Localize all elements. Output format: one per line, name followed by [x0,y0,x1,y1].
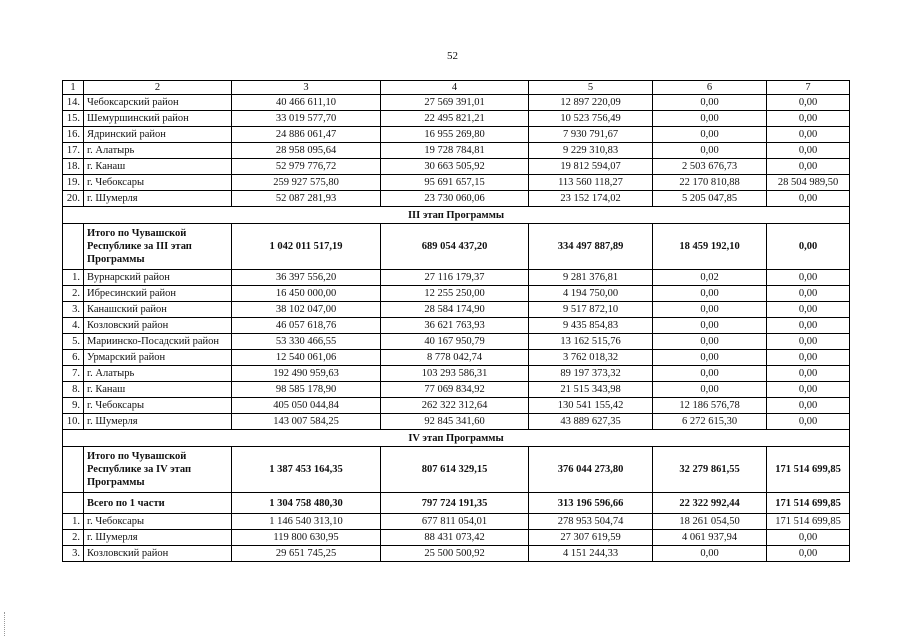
row-number: 2. [63,286,84,302]
total-amount: 22 322 992,44 [653,493,767,514]
row-number: 15. [63,111,84,127]
amount-cell: 1 146 540 313,10 [232,514,381,530]
amount-cell: 40 466 611,10 [232,95,381,111]
amount-cell: 6 272 615,30 [653,414,767,430]
amount-cell: 89 197 373,32 [529,366,653,382]
amount-cell: 0,00 [653,382,767,398]
amount-cell: 0,00 [767,191,850,207]
amount-cell: 18 261 054,50 [653,514,767,530]
amount-cell: 0,00 [767,318,850,334]
amount-cell: 0,00 [653,111,767,127]
municipality-name: г. Канаш [84,382,232,398]
table-row [63,334,850,350]
row-number: 20. [63,191,84,207]
column-header: 7 [767,81,850,95]
part-total-label: Всего по 1 части [84,493,232,514]
table-row [63,175,850,191]
amount-cell: 52 979 776,72 [232,159,381,175]
amount-cell: 27 307 619,59 [529,530,653,546]
amount-cell: 52 087 281,93 [232,191,381,207]
amount-cell: 278 953 504,74 [529,514,653,530]
column-header: 6 [653,81,767,95]
amount-cell: 0,00 [653,350,767,366]
stage-total-row [63,224,850,270]
amount-cell: 0,00 [767,127,850,143]
table-row [63,286,850,302]
column-header: 2 [84,81,232,95]
total-amount: 313 196 596,66 [529,493,653,514]
amount-cell: 9 229 310,83 [529,143,653,159]
amount-cell: 23 152 174,02 [529,191,653,207]
amount-cell: 28 584 174,90 [381,302,529,318]
amount-cell: 4 194 750,00 [529,286,653,302]
amount-cell: 28 958 095,64 [232,143,381,159]
amount-cell: 0,00 [767,159,850,175]
municipality-name: Канашский район [84,302,232,318]
table-row [63,191,850,207]
row-number: 6. [63,350,84,366]
column-header: 1 [63,81,84,95]
municipality-name: Чебоксарский район [84,95,232,111]
amount-cell: 2 503 676,73 [653,159,767,175]
row-number: 17. [63,143,84,159]
amount-cell: 46 057 618,76 [232,318,381,334]
amount-cell: 13 162 515,76 [529,334,653,350]
amount-cell: 0,00 [767,366,850,382]
row-number: 18. [63,159,84,175]
amount-cell: 0,00 [767,382,850,398]
municipality-name: Шемуршинский район [84,111,232,127]
amount-cell: 0,00 [767,546,850,562]
amount-cell: 7 930 791,67 [529,127,653,143]
amount-cell: 22 495 821,21 [381,111,529,127]
row-number: 14. [63,95,84,111]
amount-cell: 0,00 [653,334,767,350]
amount-cell: 0,00 [767,302,850,318]
table-row [63,414,850,430]
column-header: 4 [381,81,529,95]
amount-cell: 12 897 220,09 [529,95,653,111]
amount-cell: 38 102 047,00 [232,302,381,318]
total-amount: 171 514 699,85 [767,447,850,493]
amount-cell: 9 517 872,10 [529,302,653,318]
amount-cell: 4 061 937,94 [653,530,767,546]
municipality-name: г. Алатырь [84,143,232,159]
stage-heading-row [63,207,850,224]
stage-heading-row [63,430,850,447]
municipality-name: г. Шумерля [84,530,232,546]
table-row [63,127,850,143]
amount-cell: 40 167 950,79 [381,334,529,350]
amount-cell: 0,00 [767,350,850,366]
municipality-name: г. Алатырь [84,366,232,382]
total-amount: 171 514 699,85 [767,493,850,514]
amount-cell: 27 116 179,37 [381,270,529,286]
amount-cell: 0,00 [653,286,767,302]
amount-cell: 36 621 763,93 [381,318,529,334]
table-row [63,95,850,111]
stage-total-label: Итого по Чувашской Республике за IV этап Программы [84,447,232,493]
amount-cell: 0,00 [653,318,767,334]
stage-total-row [63,447,850,493]
column-header: 5 [529,81,653,95]
stage-total-label: Итого по Чувашской Республике за III этап Программы [84,224,232,270]
row-number: 9. [63,398,84,414]
amount-cell: 0,00 [767,414,850,430]
amount-cell: 8 778 042,74 [381,350,529,366]
amount-cell: 9 435 854,83 [529,318,653,334]
column-number-row [63,81,850,95]
amount-cell: 5 205 047,85 [653,191,767,207]
total-amount: 1 304 758 480,30 [232,493,381,514]
amount-cell: 16 955 269,80 [381,127,529,143]
amount-cell: 0,00 [767,398,850,414]
amount-cell: 98 585 178,90 [232,382,381,398]
amount-cell: 0,00 [653,143,767,159]
amount-cell: 405 050 044,84 [232,398,381,414]
amount-cell: 103 293 586,31 [381,366,529,382]
amount-cell: 23 730 060,06 [381,191,529,207]
amount-cell: 43 889 627,35 [529,414,653,430]
table-row [63,350,850,366]
financing-table [62,80,850,562]
total-amount: 797 724 191,35 [381,493,529,514]
table-row [63,530,850,546]
amount-cell: 95 691 657,15 [381,175,529,191]
row-number: 2. [63,530,84,546]
row-number: 10. [63,414,84,430]
amount-cell: 25 500 500,92 [381,546,529,562]
amount-cell: 88 431 073,42 [381,530,529,546]
row-number: 4. [63,318,84,334]
amount-cell: 119 800 630,95 [232,530,381,546]
amount-cell: 19 728 784,81 [381,143,529,159]
table-row [63,398,850,414]
table-row [63,546,850,562]
total-amount: 18 459 192,10 [653,224,767,270]
amount-cell: 0,00 [767,111,850,127]
amount-cell: 0,00 [767,143,850,159]
amount-cell: 0,02 [653,270,767,286]
amount-cell: 36 397 556,20 [232,270,381,286]
amount-cell: 77 069 834,92 [381,382,529,398]
table-row [63,159,850,175]
total-amount: 1 387 453 164,35 [232,447,381,493]
row-number-empty [63,493,84,514]
municipality-name: Ядринский район [84,127,232,143]
amount-cell: 130 541 155,42 [529,398,653,414]
amount-cell: 22 170 810,88 [653,175,767,191]
amount-cell: 259 927 575,80 [232,175,381,191]
amount-cell: 16 450 000,00 [232,286,381,302]
table-row [63,111,850,127]
amount-cell: 143 007 584,25 [232,414,381,430]
total-amount: 32 279 861,55 [653,447,767,493]
row-number-empty [63,224,84,270]
amount-cell: 0,00 [767,286,850,302]
municipality-name: г. Шумерля [84,191,232,207]
amount-cell: 677 811 054,01 [381,514,529,530]
scan-margin-mark [4,612,11,636]
amount-cell: 171 514 699,85 [767,514,850,530]
total-amount: 0,00 [767,224,850,270]
municipality-name: г. Шумерля [84,414,232,430]
row-number: 7. [63,366,84,382]
table-row [63,366,850,382]
table-row [63,514,850,530]
municipality-name: Мариинско-Посадский район [84,334,232,350]
amount-cell: 0,00 [653,366,767,382]
row-number-empty [63,447,84,493]
municipality-name: Ибресинский район [84,286,232,302]
municipality-name: Урмарский район [84,350,232,366]
amount-cell: 21 515 343,98 [529,382,653,398]
table-row [63,143,850,159]
amount-cell: 0,00 [767,270,850,286]
column-header: 3 [232,81,381,95]
amount-cell: 0,00 [767,95,850,111]
amount-cell: 262 322 312,64 [381,398,529,414]
municipality-name: г. Чебоксары [84,398,232,414]
row-number: 5. [63,334,84,350]
total-amount: 376 044 273,80 [529,447,653,493]
row-number: 8. [63,382,84,398]
municipality-name: г. Канаш [84,159,232,175]
amount-cell: 3 762 018,32 [529,350,653,366]
amount-cell: 19 812 594,07 [529,159,653,175]
row-number: 1. [63,514,84,530]
amount-cell: 0,00 [767,334,850,350]
municipality-name: Козловский район [84,318,232,334]
municipality-name: г. Чебоксары [84,514,232,530]
amount-cell: 0,00 [653,127,767,143]
table-row [63,318,850,334]
stage-heading: III этап Программы [63,207,850,224]
amount-cell: 27 569 391,01 [381,95,529,111]
municipality-name: Вурнарский район [84,270,232,286]
amount-cell: 0,00 [653,302,767,318]
row-number: 3. [63,302,84,318]
row-number: 3. [63,546,84,562]
amount-cell: 10 523 756,49 [529,111,653,127]
table-row [63,302,850,318]
amount-cell: 30 663 505,92 [381,159,529,175]
amount-cell: 53 330 466,55 [232,334,381,350]
amount-cell: 0,00 [653,95,767,111]
amount-cell: 0,00 [653,546,767,562]
amount-cell: 4 151 244,33 [529,546,653,562]
part-total-row [63,493,850,514]
table-row [63,382,850,398]
amount-cell: 12 255 250,00 [381,286,529,302]
municipality-name: г. Чебоксары [84,175,232,191]
stage-heading: IV этап Программы [63,430,850,447]
amount-cell: 0,00 [767,530,850,546]
amount-cell: 113 560 118,27 [529,175,653,191]
amount-cell: 29 651 745,25 [232,546,381,562]
table-row [63,270,850,286]
amount-cell: 192 490 959,63 [232,366,381,382]
row-number: 19. [63,175,84,191]
amount-cell: 28 504 989,50 [767,175,850,191]
amount-cell: 92 845 341,60 [381,414,529,430]
page-number: 52 [447,50,458,62]
row-number: 16. [63,127,84,143]
municipality-name: Козловский район [84,546,232,562]
row-number: 1. [63,270,84,286]
total-amount: 334 497 887,89 [529,224,653,270]
total-amount: 689 054 437,20 [381,224,529,270]
amount-cell: 24 886 061,47 [232,127,381,143]
amount-cell: 12 186 576,78 [653,398,767,414]
total-amount: 1 042 011 517,19 [232,224,381,270]
amount-cell: 9 281 376,81 [529,270,653,286]
amount-cell: 33 019 577,70 [232,111,381,127]
total-amount: 807 614 329,15 [381,447,529,493]
amount-cell: 12 540 061,06 [232,350,381,366]
